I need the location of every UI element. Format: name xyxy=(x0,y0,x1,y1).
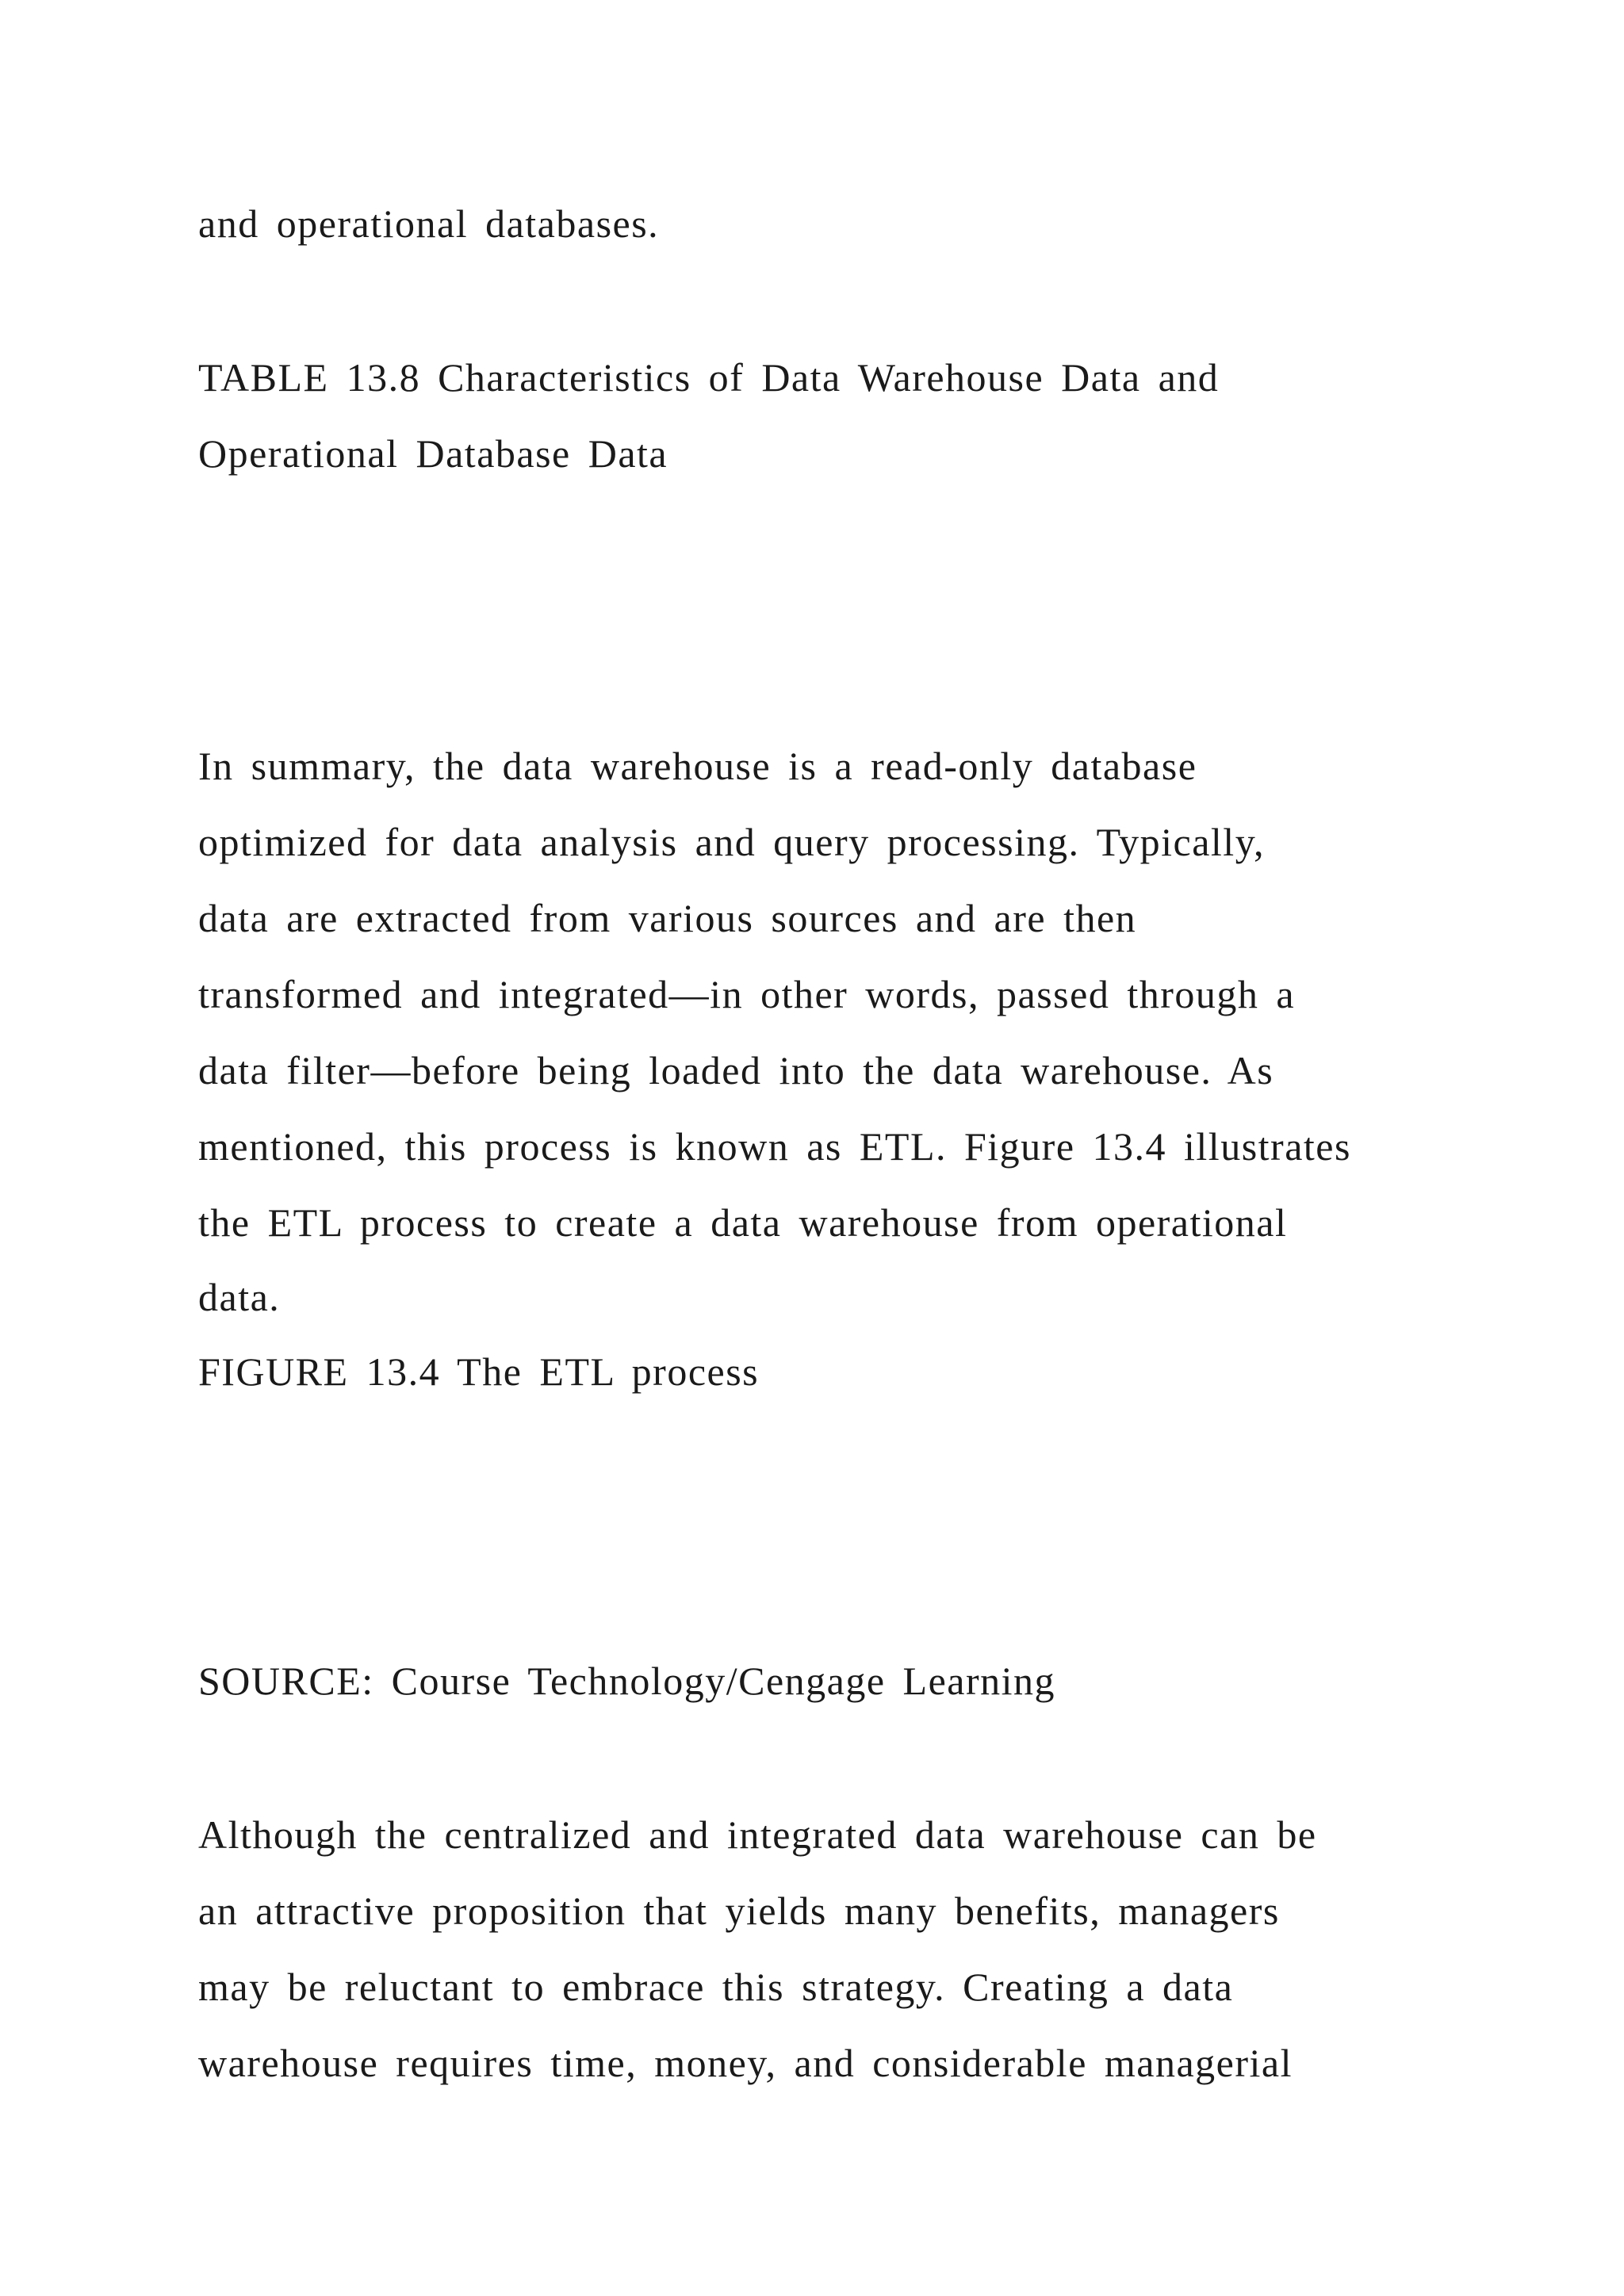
closing-paragraph-line: Although the centralized and integrated data warehouse can be xyxy=(198,1812,1317,1857)
closing-paragraph-line: warehouse requires time, money, and considerable managerial xyxy=(198,2041,1293,2085)
summary-paragraph-line: optimized for data analysis and query processing. Typically, xyxy=(198,820,1265,864)
table-caption-line: Operational Database Data xyxy=(198,431,668,476)
summary-paragraph-line: data. xyxy=(198,1275,281,1319)
intro-text-line: and operational databases. xyxy=(198,201,660,246)
closing-paragraph-line: an attractive proposition that yields many benefits, managers xyxy=(198,1888,1280,1933)
figure-caption: FIGURE 13.4 The ETL process xyxy=(198,1349,760,1394)
closing-paragraph-line: may be reluctant to embrace this strategy. Creating a data xyxy=(198,1965,1234,2009)
summary-paragraph-line: data filter—before being loaded into the data warehouse. As xyxy=(198,1048,1274,1093)
summary-paragraph-line: data are extracted from various sources and are then xyxy=(198,896,1137,940)
summary-paragraph-line: In summary, the data warehouse is a read-only database xyxy=(198,744,1197,788)
summary-paragraph-line: mentioned, this process is known as ETL. Figure 13.4 illustrates xyxy=(198,1124,1351,1169)
source-line: SOURCE: Course Technology/Cengage Learning xyxy=(198,1659,1056,1703)
table-caption-line: TABLE 13.8 Characteristics of Data Warehouse Data and xyxy=(198,355,1220,400)
summary-paragraph-line: transformed and integrated—in other words, passed through a xyxy=(198,972,1296,1016)
summary-paragraph-line: the ETL process to create a data warehouse from operational xyxy=(198,1200,1288,1245)
